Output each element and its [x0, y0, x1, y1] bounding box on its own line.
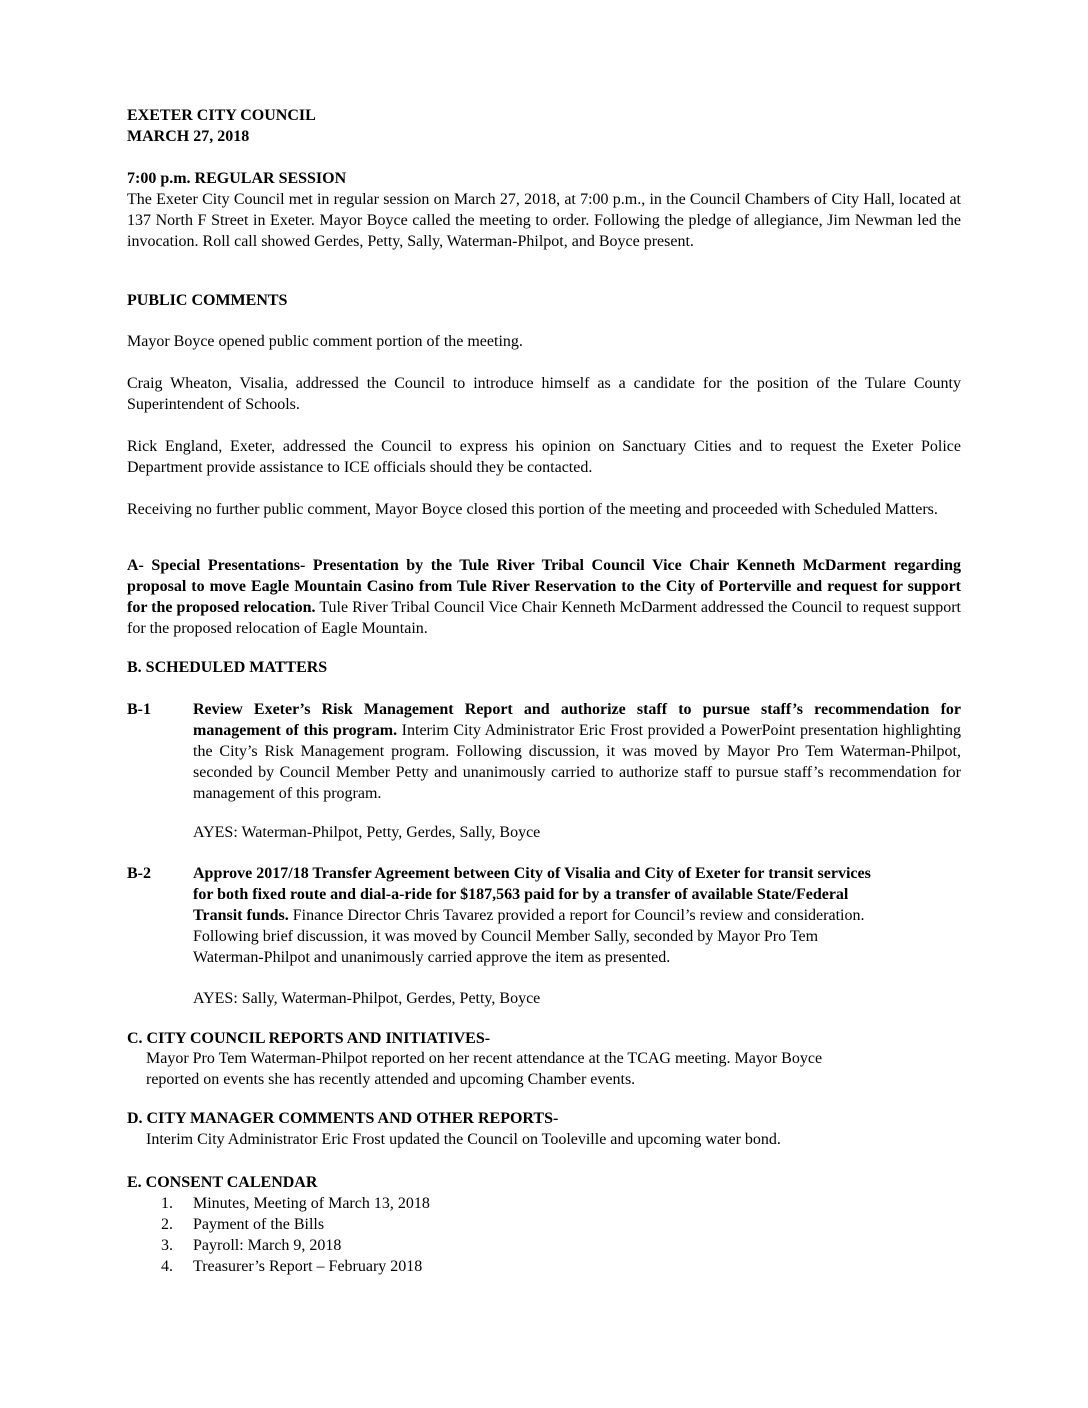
manager-comments-heading: D. CITY MANAGER COMMENTS AND OTHER REPORTS-	[127, 1110, 559, 1127]
item-b1-body: Interim City Administrator Eric Frost provided a PowerPoint presentation highlighting the City’s Risk Management program. Following discussion, it was moved by Mayor Pro Tem Waterman-Philpot, seconded by Council Member Petty and unanimously carried to authorize staff to pursue staff’s recommendation for management of this program.	[193, 722, 962, 802]
item-b2-body-line: Waterman-Philpot and unanimously carried approve the item as presented.	[193, 949, 671, 966]
special-presentations-body: Tule River Tribal Council Vice Chair Kenneth McDarment addressed the Council to request support for the proposed relocation of Eagle Mountain.	[127, 599, 962, 637]
item-b1-ayes: AYES: Waterman-Philpot, Petty, Gerdes, Sally, Boyce	[193, 824, 541, 841]
consent-item-number: 4.	[161, 1258, 173, 1275]
public-comment-paragraph: Receiving no further public comment, Mayor Boyce closed this portion of the meeting and proceeded with Scheduled Matters.	[127, 501, 938, 518]
council-reports-line: reported on events she has recently attended and upcoming Chamber events.	[146, 1071, 636, 1088]
consent-item-number: 1.	[161, 1195, 173, 1212]
item-b2-line	[193, 905, 864, 926]
public-comment-paragraph: Rick England, Exeter, addressed the Council to express his opinion on Sanctuary Cities and to request the Exeter Police Department provide assistance to ICE officials should they be contacted.	[127, 438, 961, 476]
council-reports-line: Mayor Pro Tem Waterman-Philpot reported on her recent attendance at the TCAG meeting. Mayor Boyce	[146, 1050, 823, 1067]
council-reports-heading: C. CITY COUNCIL REPORTS AND INITIATIVES-	[127, 1030, 491, 1047]
item-b2-title-end: Transit funds.	[193, 907, 289, 924]
item-b2-ayes: AYES: Sally, Waterman-Philpot, Gerdes, Petty, Boyce	[193, 990, 541, 1007]
consent-item-text: Minutes, Meeting of March 13, 2018	[193, 1195, 430, 1212]
item-number: B-2	[127, 865, 151, 882]
consent-item-text: Payroll: March 9, 2018	[193, 1237, 342, 1254]
item-number: B-1	[127, 701, 151, 718]
public-comment-paragraph: Craig Wheaton, Visalia, addressed the Council to introduce himself as a candidate for the position of the Tulare County Superintendent of Schools.	[127, 375, 961, 413]
council-name: EXETER CITY COUNCIL	[127, 107, 316, 124]
meeting-date: MARCH 27, 2018	[127, 128, 250, 145]
consent-item-text: Payment of the Bills	[193, 1216, 325, 1233]
item-b1-title: Review Exeter’s Risk Management Report and authorize staff to pursue staff’s recommendation for management of this program.	[193, 701, 961, 739]
consent-item-number: 2.	[161, 1216, 173, 1233]
consent-item-text: Treasurer’s Report – February 2018	[193, 1258, 423, 1275]
consent-calendar-heading: E. CONSENT CALENDAR	[127, 1174, 318, 1191]
manager-comments-line: Interim City Administrator Eric Frost updated the Council on Tooleville and upcoming water bond.	[146, 1131, 781, 1148]
item-b2-title-line: Approve 2017/18 Transfer Agreement between City of Visalia and City of Exeter for transit services	[193, 865, 871, 882]
regular-session-heading: 7:00 p.m. REGULAR SESSION	[127, 170, 347, 187]
item-b2-body-line: Following brief discussion, it was moved by Council Member Sally, seconded by Mayor Pro Tem	[193, 928, 819, 945]
item-b1-description	[193, 699, 961, 804]
item-b2-title-line: for both fixed route and dial-a-ride for $187,563 paid for by a transfer of available State/Federal	[193, 886, 849, 903]
regular-session-body: The Exeter City Council met in regular session on March 27, 2018, at 7:00 p.m., in the Council Chambers of City Hall, located at 137 North F Street in Exeter. Mayor Boyce called the meeting to order. Following the pledge of allegiance, Jim Newman led the invocation. Roll call showed Gerdes, Petty, Sally, Waterman-Philpot, and Boyce present.	[127, 191, 961, 250]
public-comments-heading: PUBLIC COMMENTS	[127, 292, 288, 309]
special-presentations-title: A- Special Presentations- Presentation by the Tule River Tribal Council Vice Chair Kenneth McDarment regarding proposal to move Eagle Mountain Casino from Tule River Reservation to the City of Porterville and request for support for the proposed relocation.	[127, 557, 961, 616]
public-comment-paragraph: Mayor Boyce opened public comment portion of the meeting.	[127, 333, 523, 350]
scheduled-matters-heading: B. SCHEDULED MATTERS	[127, 659, 328, 676]
item-b2-body-line: Finance Director Chris Tavarez provided a report for Council’s review and consideration.	[288, 907, 865, 924]
special-presentations	[127, 555, 961, 639]
consent-item-number: 3.	[161, 1237, 173, 1254]
